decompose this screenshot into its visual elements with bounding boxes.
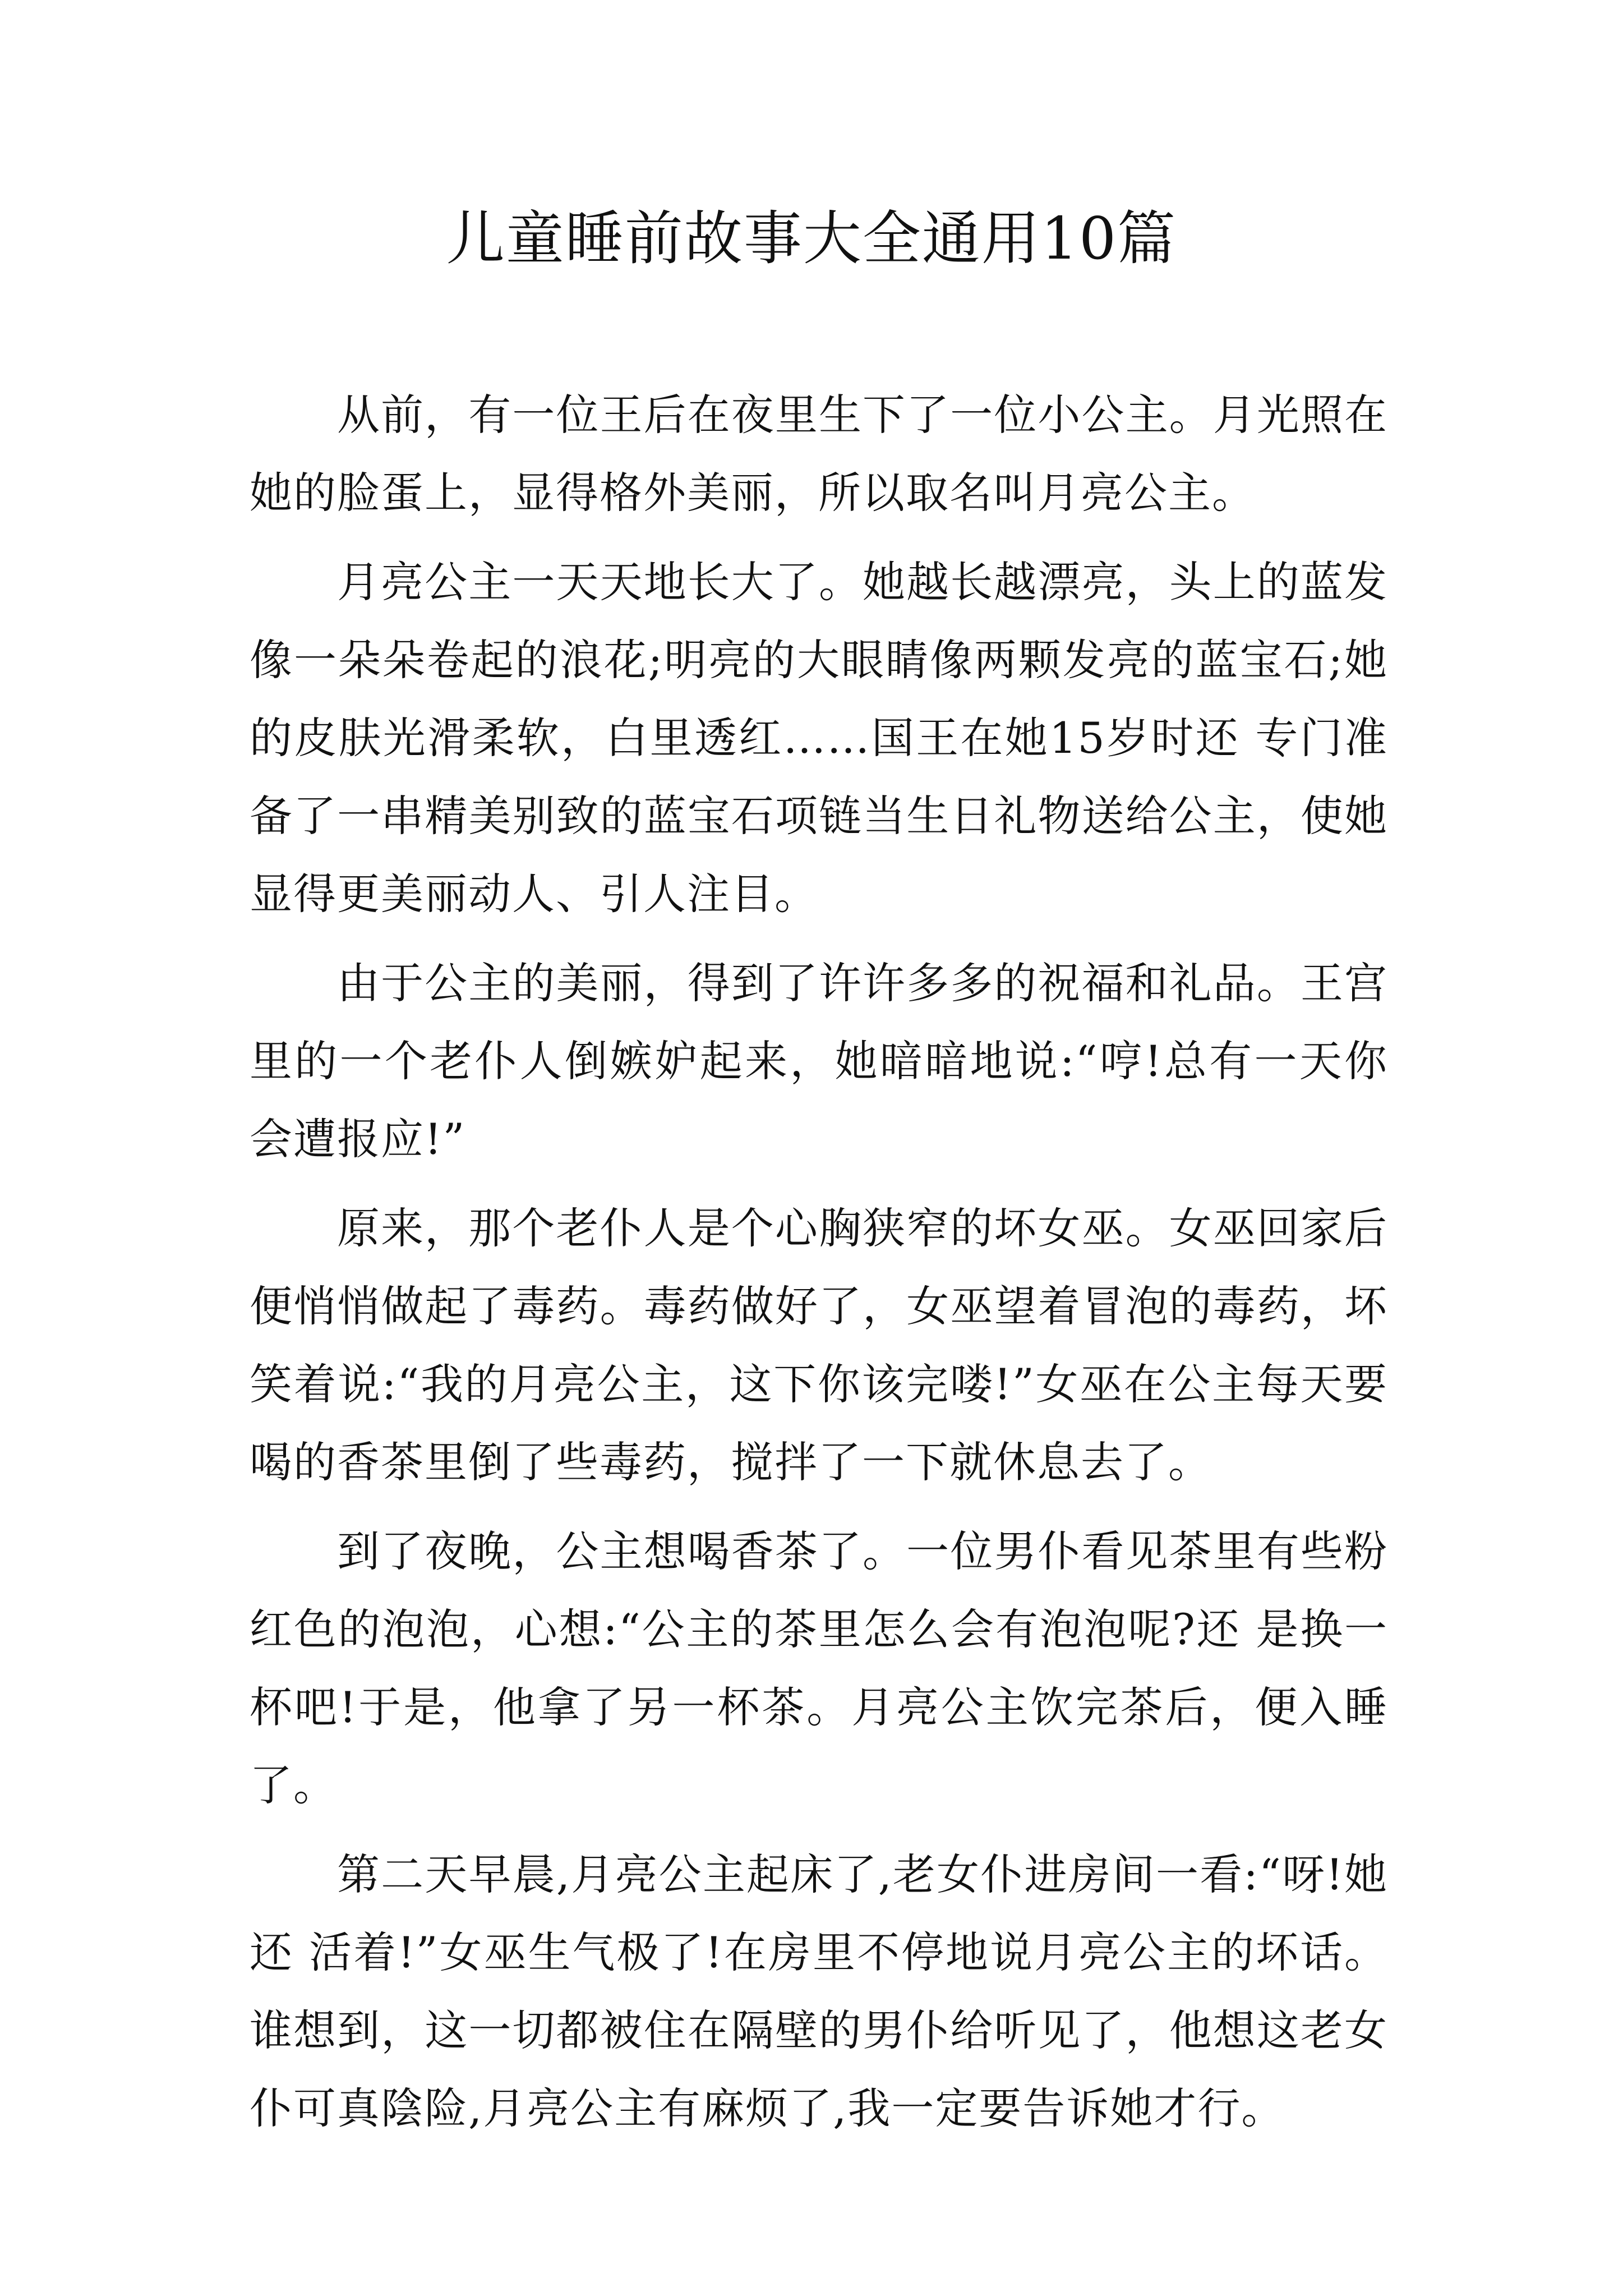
document-body [250,376,1388,2159]
paragraph-3: 由于公主的美丽，得到了许许多多的祝福和礼品。王宫里的一个老仆人倒嫉妒起来，她暗暗地说:“哼!总有一天你会遭报应!” [250,958,1388,1164]
paragraph-5: 到了夜晚，公主想喝香茶了。一位男仆看见茶里有些粉红色的泡泡，心想:“公主的茶里怎么会有泡泡呢?还 是换一杯吧!于是，他拿了另一杯茶。月亮公主饮完茶后，便入睡了。 [250,1526,1388,1810]
paragraph-6: 第二天早晨,月亮公主起床了,老女仆进房间一看:“呀!她还 活着!”女巫生气极了!在房里不停地说月亮公主的坏话。谁想到，这一切都被住在隔壁的男仆给听见了，他想这老女仆可真陰险,月亮公主有麻烦了,我一定要告诉她才行。 [250,1849,1388,2133]
paragraph-2: 月亮公主一天天地长大了。她越长越漂亮，头上的蓝发像一朵朵卷起的浪花;明亮的大眼睛像两颗发亮的蓝宝石;她的皮肤光滑柔软，白里透红……国王在她15岁时还 专门准备了一串精美别致的蓝宝石项链当生日礼物送给公主，使她显得更美丽动人、引人注目。 [250,557,1388,919]
paragraph-4: 原来，那个老仆人是个心胸狭窄的坏女巫。女巫回家后便悄悄做起了毒药。毒药做好了，女巫望着冒泡的毒药，坏笑着说:“我的月亮公主，这下你该完喽!”女巫在公主每天要喝的香茶里倒了些毒药，搅拌了一下就休息去了。 [250,1203,1388,1487]
document-title: 儿童睡前故事大全通用10篇 [446,204,1177,273]
paragraph-1: 从前，有一位王后在夜里生下了一位小公主。月光照在她的脸蛋上，显得格外美丽，所以取名叫月亮公主。 [250,390,1388,518]
